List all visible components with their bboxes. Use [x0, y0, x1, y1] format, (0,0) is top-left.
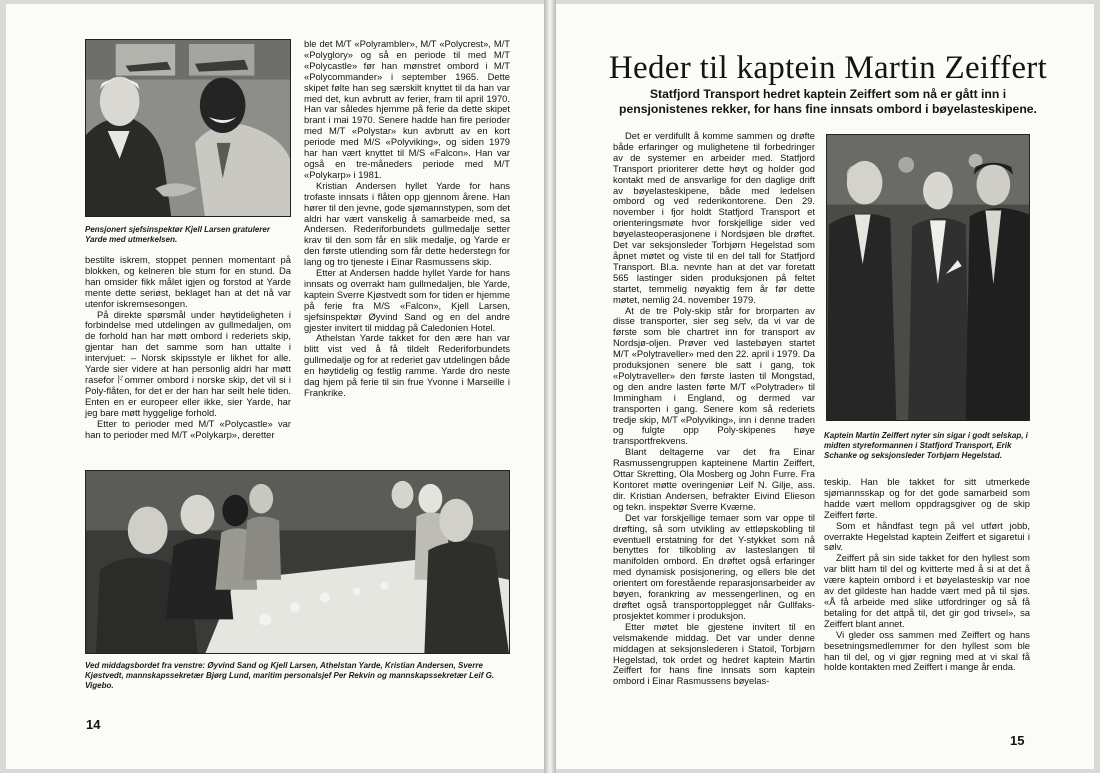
article-title: Heder til kaptein Martin Zeiffert	[608, 50, 1048, 86]
photo-captain-caption: Kaptein Martin Zeiffert nyter sin sigar i godt selskap, i midten styreformannen i Statfjord Transport, Erik Schanke og seksjonsleder Torbjørn Hegelstad.	[824, 431, 1028, 460]
paragraph: Kristian Andersen hyllet Yarde for hans trofaste innsats i flåten opp gjennom årene. Han hører til den jevne, gode sjømannstypen, som det aldri har vært vanskelig å samarbeide med, sa Andersen. Rederiforbundets gullmedalje setter krav til den som får en slik medalje, og Yarde er den første utlending som får dette hederstegn for lang og tro tjeneste i Einar Rasmussens skip.	[304, 179, 510, 268]
paragraph: Som et håndfast tegn på vel utført jobb, overrakte Hegelstad kaptein Zeiffert et sigaretui i sølv.	[824, 519, 1030, 553]
article-lede: Statfjord Transport hedret kaptein Zeiffert som nå er gått inn i pensjonistenes rekker, for hans fine innsats ombord i bøyelasteskipene.	[619, 87, 1037, 116]
paragraph: Det var forskjellige temaer som var oppe til drøfting, så som utvikling av ettløpskobling til eventuell erstatning for det Y-stykket som nå benyttes for tilkobling av lasteslangen til manifolden ombord. En drøftet også erfaringer med dynamisk posisjonering, og ellers ble det orientert om forestående reparasjonsarbeider av bøyen, forankring av messengerlinen, og en drøftet også transportopplegget når Gullfaks-prosjektet kommer i produksjon.	[613, 511, 815, 621]
paragraph: Etter at Andersen hadde hyllet Yarde for hans innsats og overrakt ham gullmedaljen, ble Yarde, kaptein Sverre Kjøstvedt som for tiden er hjemme på ferie fra M/S «Falcon», Kjell Larsen, sjefsinspektør Øyvind Sand og en del andre gjester invitert til middag på Caledonien Hotel.	[304, 267, 510, 333]
paragraph: På direkte spørsmål under høytideligheten i forbindelse med utdelingen av gullmedaljen, om de forhold han har møtt ombord i rederiets skip, gjentar han det samme som han uttalte i intervjuet: – Norsk skipsstyle er likhet for alle. Yarde sier videre at han personlig aldri har møtt raseforドommer ombord i norske skip, det vil si i Poly-flåten, for det er der han har seilt hele tiden. Enten en er europeer eller ikke, sier Yarde, har jeg bare møtt hyggelige forhold.	[85, 308, 291, 418]
paragraph: Det er verdifullt å komme sammen og drøfte både erfaringer og mulighetene til forbedringer av de systemer en arbeider med. Statfjord Transport prioriterer dette høyt og holder god kontakt med de ansvarlige for den daglige drift av bøyelasteskipene, både med ledelsen ombord og ved rederikontorene. Den 29. november i fjor holdt Statfjord Transport et orienteringsmøte hvor forskjellige sider ved bøyelasteoperasjonene i Nordsjøen ble drøftet. Det var seksjonsleder Torbjørn Hegelstad som åpnet møtet og viste til en del tall for Statfjord Transport. Bl.a. nevnte han at det var foretatt 565 lastinger siden produksjonen på feltet startet, temmelig nøyaktig fem år før dette møtet, nemlig 24. november 1979.	[613, 130, 815, 305]
paragraph: Etter to perioder med M/T «Polycastle» var han to perioder med M/T «Polykarp», deretter	[85, 417, 291, 440]
paragraph: Etter møtet ble gjestene invitert til en velsmakende middag. Det var under denne middagen at seksjonslederen i Statoil, Torbjørn Hegelstad, tok ordet og hedret kaptein Martin Zeiffert for hans fine innsats som kaptein ombord i Einar Rasmussens bøyelas-	[613, 620, 815, 687]
paragraph: At de tre Poly-skip står for brorparten av disse transporter, sier seg selv, da vi var de første som ble chartret inn for transport av Nordsjø-oljen. Prøver ved lastebøyen startet M/T «Polytraveller» med den 22. april i 1979. Da produksjonen senere ble satt i gang, tok «Polytraveller» den første lasten til Mongstad, og den andre lasten førte M/T «Polytrader» til Immingham i England, og dermed var transporten i gang. Senere kom så rederiets tredje skip, M/T «Polyviking», inn i denne traden og fulgte opp Poly-skipenes høye transportfrekvens.	[613, 304, 815, 447]
right-page	[556, 4, 1094, 769]
photo-dinner-table	[85, 470, 510, 654]
paragraph: Zeiffert på sin side takket for den hyllest som var blitt ham til del og kvitterte med å si at det å være kaptein ombord i et bøyelasteskip var noe av det gildeste han hadde vært med på til sjøs. «Å få arbeide med slike utfordringer og så få betaling for det attpå til, det gir god trivsel», sa Zeiffert blant annet.	[824, 552, 1030, 629]
paragraph: teskip. Han ble takket for sitt utmerkede sjømannsskap og for det gode samarbeid som hadde vært mellom oppdragsgiver og de skip Zeiffert førte.	[824, 476, 1030, 520]
page-number: 14	[86, 717, 101, 732]
paragraph: Blant deltagerne var det fra Einar Rasmussengruppen kapteinene Martin Zeiffert, Ottar Skretting, Ola Mosberg og John Furre. Fra Kontoret møtte overingeniør Leif N. Gilje, ass. dir. Kristian Andersen, befrakter Eivind Elieson og tekn. inspektør Sverre Kværne.	[613, 446, 815, 512]
left-page	[6, 4, 544, 769]
paragraph: bestilte iskrem, stoppet pennen momentant på blokken, og kelneren ble stum for en stund. Da han omsider fikk målet igjen og forstod at Yarde mente dette seriøst, beklaget han at det nå var utenfor iskremsesongen.	[85, 254, 291, 309]
book-spine	[544, 0, 556, 773]
paragraph: Athelstan Yarde takket for den ære han var blitt vist ved å få tildelt Rederiforbundets gullmedalje og for at rederiet gav utdelingen både en høytidelig og festlig ramme. Yarde dro neste dag hjem på ferie til sin frue Yvonne i Marseille i Frankrike.	[304, 332, 510, 398]
paragraph: Vi gleder oss sammen med Zeiffert og hans besetningsmedlemmer for den hyllest som ble han til del, og vi gjør regning med at vi skal få holde kontakten med Zeiffert i mange år enda.	[824, 628, 1030, 673]
page-number: 15	[1010, 733, 1025, 748]
left-column-1	[85, 255, 291, 440]
photo-captain	[826, 134, 1030, 421]
left-column-2	[304, 39, 510, 399]
right-column-2	[824, 477, 1030, 673]
right-column-1	[613, 131, 815, 687]
photo-handshake	[85, 39, 291, 217]
photo-top-caption: Pensjonert sjefsinspektør Kjell Larsen gratulerer Yarde med utmerkelsen.	[85, 225, 270, 244]
paragraph: ble det M/T «Polyrambler», M/T «Polycrest», M/T «Polyglory» og så en periode til med M/T «Polycastle» før han mønstret ombord i M/T «Polycommander» i september 1965. Dette skipet følte han seg særskilt knyttet til da han var med det, kun avbrutt av ferier, fram til april 1970. Han var således hjemme på ferie da dette skipet brant i mai 1970. Senere hadde han fire perioder med M/T «Polystar» kun avbrutt av en kort periode med M/S «Polyviking», og siden 1979 har han vært knyttet til M/S «Falcon». Han var også en tre-måneders periode med M/T «Polykarp» i 1981.	[304, 38, 510, 180]
photo-bottom-caption: Ved middagsbordet fra venstre: Øyvind Sand og Kjell Larsen, Athelstan Yarde, Kristian Andersen, Sverre Kjøstvedt, mannskapssekretær Bjørg Lund, maritim personalsjef Per Rekvin og mannskapssekretær Leif G. Vigebo.	[85, 661, 495, 690]
